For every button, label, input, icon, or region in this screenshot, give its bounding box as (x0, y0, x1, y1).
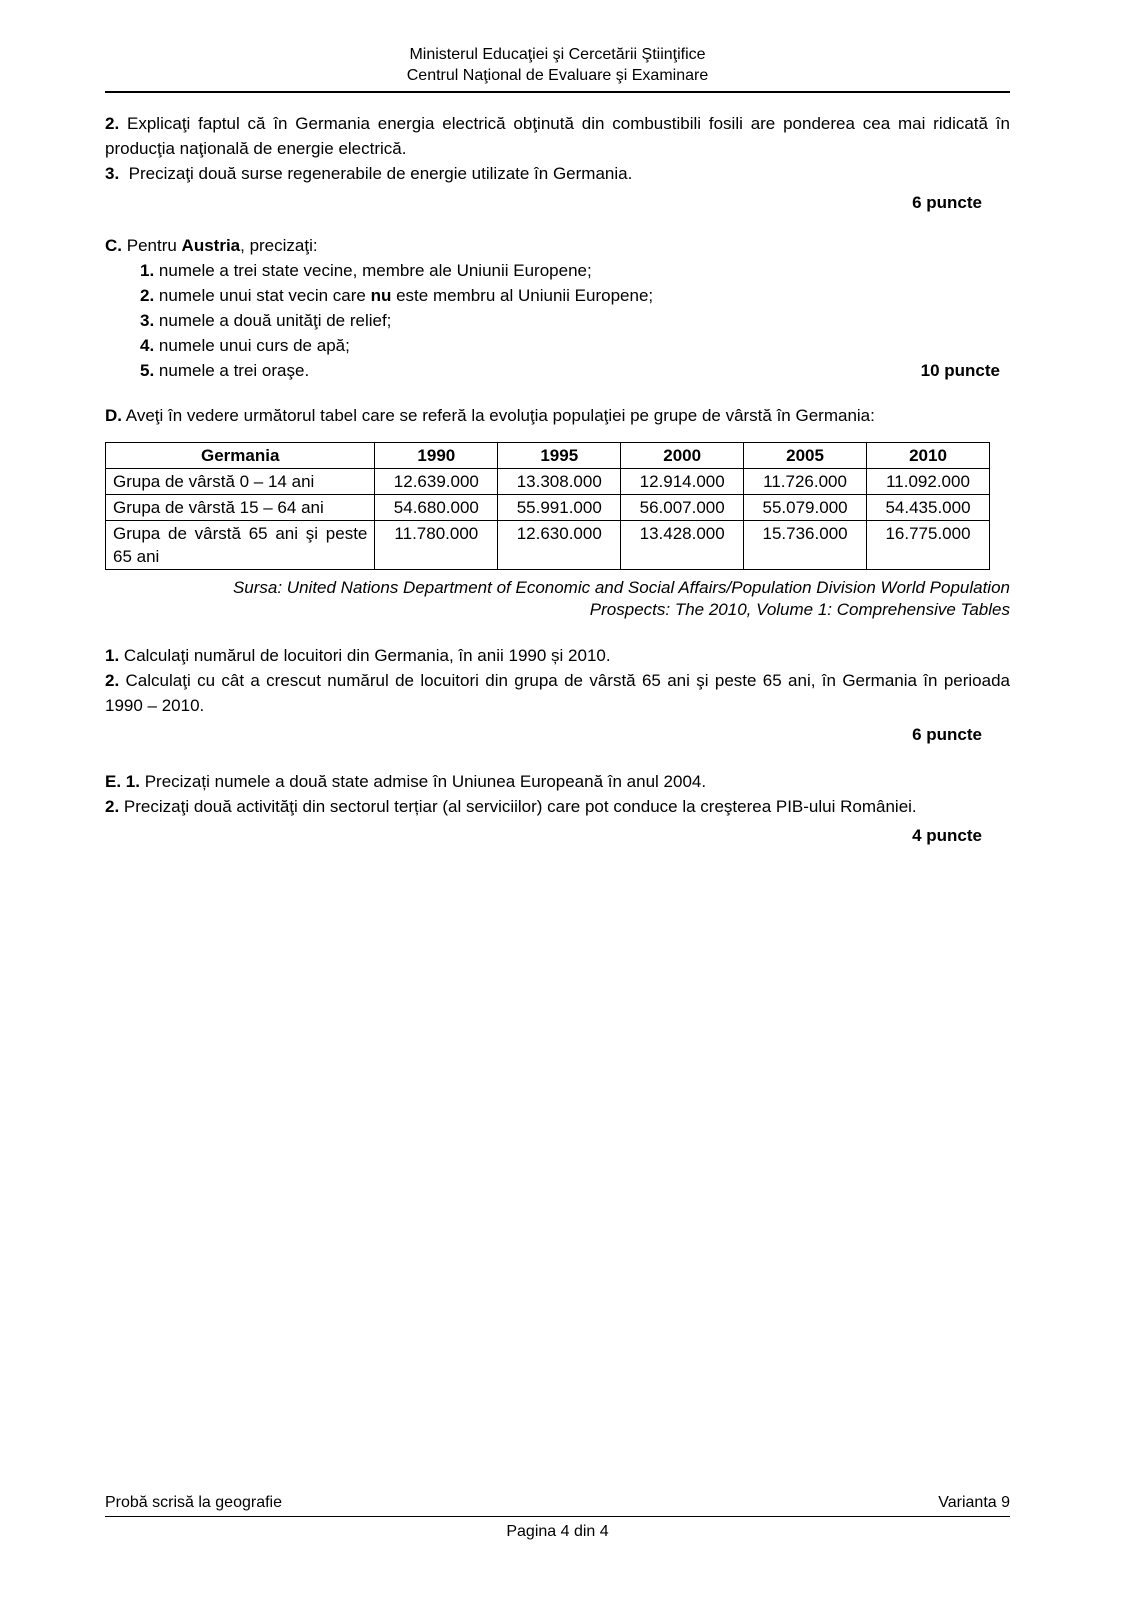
table-cell-agegroup: Grupa de vârstă 15 – 64 ani (106, 495, 375, 521)
table-cell-value: 15.736.000 (744, 521, 867, 570)
question-d2 (105, 668, 1010, 718)
table-cell-value: 13.308.000 (498, 469, 621, 495)
table-cell-value: 11.092.000 (867, 469, 990, 495)
item-text-bold: nu (370, 286, 392, 305)
source-line-2: Prospects: The 2010, Volume 1: Comprehensive Tables (589, 600, 1010, 619)
table-cell-value: 12.914.000 (621, 469, 744, 495)
question-d1 (105, 643, 1010, 668)
footer-variant: Varianta 9 (938, 1494, 1010, 1511)
points-section-b: 6 puncte (912, 193, 982, 212)
document-body (105, 93, 1010, 848)
document-footer (105, 1493, 1010, 1542)
question-d1-text: Calculaţi numărul de locuitori din Germania, în anii 1990 și 2010. (123, 646, 611, 665)
table-header-cell: Germania (106, 443, 375, 469)
table-cell-value: 54.435.000 (867, 495, 990, 521)
document-header (105, 44, 1010, 93)
item-text-post: este membru al Uniunii Europene; (391, 286, 654, 305)
question-d2-number: 2. (105, 671, 120, 690)
question-e1-number: E. 1. (105, 772, 140, 791)
table-header-row (106, 443, 990, 469)
item-number: 4. (140, 336, 155, 355)
table-cell-value: 54.680.000 (375, 495, 498, 521)
table-row (106, 469, 990, 495)
table-header-cell: 2010 (867, 443, 990, 469)
table-source-note (105, 577, 1010, 621)
section-c-item-5 (140, 358, 309, 383)
table-cell-value: 55.991.000 (498, 495, 621, 521)
table-header-cell: 2005 (744, 443, 867, 469)
section-c-heading (105, 233, 1010, 258)
question-b3-number: 3. (105, 164, 120, 183)
table-row (106, 495, 990, 521)
section-c-item-4 (140, 333, 1010, 358)
item-text: numele a trei state vecine, membre ale Uniunii Europene; (158, 261, 592, 280)
section-c-intro-pre: Pentru (126, 236, 182, 255)
question-e1 (105, 769, 1010, 794)
question-b3 (105, 161, 1010, 186)
question-b3-text: Precizaţi două surse regenerabile de energie utilizate în Germania. (128, 164, 633, 183)
item-number: 5. (140, 361, 155, 380)
section-c-item-5-row (140, 358, 1010, 383)
question-e1-text: Precizați numele a două state admise în Uniunea Europeană în anul 2004. (144, 772, 707, 791)
table-cell-value: 11.780.000 (375, 521, 498, 570)
question-e2-number: 2. (105, 797, 120, 816)
section-c-country: Austria (181, 236, 241, 255)
section-e (105, 769, 1010, 848)
item-number: 2. (140, 286, 155, 305)
section-c-item-2 (140, 283, 1010, 308)
table-cell-value: 11.726.000 (744, 469, 867, 495)
table-cell-agegroup: Grupa de vârstă 65 ani şi peste 65 ani (106, 521, 375, 570)
table-cell-value: 12.639.000 (375, 469, 498, 495)
section-c-letter: C. (105, 236, 122, 255)
section-d (105, 403, 1010, 747)
section-c-item-3 (140, 308, 1010, 333)
item-text: numele unui curs de apă; (158, 336, 350, 355)
page-number: Pagina 4 din 4 (506, 1523, 609, 1540)
section-d-intro-text: Aveţi în vedere următorul tabel care se referă la evoluţia populaţiei pe grupe de vârstă în Germania: (125, 406, 875, 425)
ministry-name: Ministerul Educaţiei şi Cercetării Ştiinţifice (409, 46, 706, 63)
table-header-cell: 2000 (621, 443, 744, 469)
question-b2-text: Explicaţi faptul că în Germania energia electrică obţinută din combustibili fosili are ponderea cea mai ridicată în producţia naţională de energie electrică. (105, 114, 1010, 158)
table-row (106, 521, 990, 570)
table-cell-value: 55.079.000 (744, 495, 867, 521)
item-number: 3. (140, 311, 155, 330)
item-text-pre: numele unui stat vecin care (158, 286, 371, 305)
population-table (105, 442, 990, 570)
section-d-intro (105, 403, 1010, 428)
item-text: numele a două unităţi de relief; (158, 311, 392, 330)
question-e2 (105, 794, 1010, 819)
table-cell-agegroup: Grupa de vârstă 0 – 14 ani (106, 469, 375, 495)
question-d2-text: Calculaţi cu cât a crescut numărul de locuitori din grupa de vârstă 65 ani şi peste 65 ani, în Germania în perioada 1990 – 2010. (105, 671, 1010, 715)
item-number: 1. (140, 261, 155, 280)
table-header-cell: 1990 (375, 443, 498, 469)
table-cell-value: 12.630.000 (498, 521, 621, 570)
center-name: Centrul Naţional de Evaluare şi Examinare (406, 67, 709, 84)
points-section-e: 4 puncte (912, 826, 982, 845)
question-e2-text: Precizaţi două activităţi din sectorul terțiar (al serviciilor) care pot conduce la creşterea PIB-ului României. (123, 797, 917, 816)
section-c-intro-post: , precizaţi: (240, 236, 318, 255)
table-cell-value: 16.775.000 (867, 521, 990, 570)
source-line-1: Sursa: United Nations Department of Economic and Social Affairs/Population Division World Population (232, 578, 1010, 597)
question-b2-number: 2. (105, 114, 120, 133)
footer-exam-name: Probă scrisă la geografie (105, 1494, 282, 1511)
item-text: numele a trei oraşe. (158, 361, 310, 380)
table-header-cell: 1995 (498, 443, 621, 469)
section-c-item-1 (140, 258, 1010, 283)
section-d-letter: D. (105, 406, 122, 425)
table-cell-value: 56.007.000 (621, 495, 744, 521)
section-c (105, 233, 1010, 383)
table-cell-value: 13.428.000 (621, 521, 744, 570)
footer-row (105, 1493, 1010, 1517)
points-section-d: 6 puncte (912, 725, 982, 744)
points-section-c: 10 puncte (920, 361, 1000, 380)
section-c-items (140, 258, 1010, 383)
question-d1-number: 1. (105, 646, 120, 665)
question-b2 (105, 111, 1010, 161)
